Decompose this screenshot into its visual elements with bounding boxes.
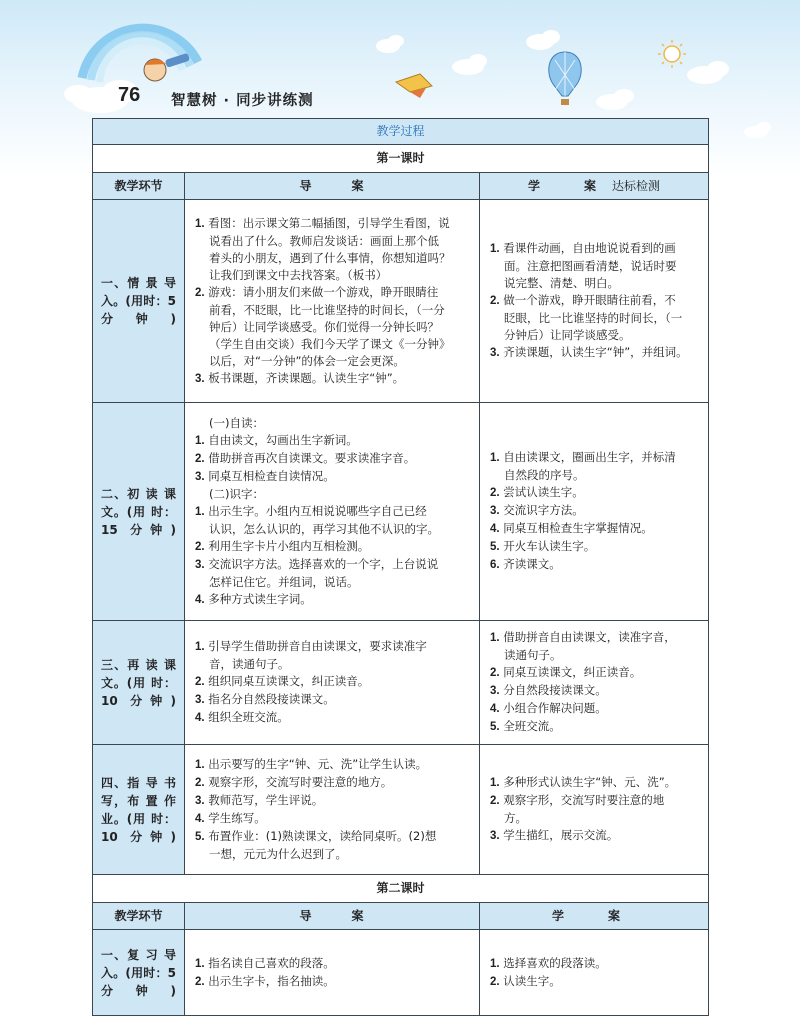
item-number: 2. — [195, 975, 205, 988]
stage-text: 10 分钟) — [101, 829, 176, 844]
item-text: 学生描红，展示交流。 — [503, 828, 619, 842]
item-number: 2. — [195, 286, 205, 299]
list-item — [195, 846, 471, 863]
item-text: 同桌互相检查生字掌握情况。 — [503, 521, 653, 535]
list-item — [490, 955, 700, 973]
list-item — [195, 556, 471, 574]
list-item — [195, 353, 471, 370]
list-item — [490, 973, 700, 991]
column-header-guide: 导 案 — [185, 903, 480, 930]
item-text: 自由读文，勾画出生字新词。 — [208, 432, 358, 447]
stage-text: 15 分钟) — [101, 522, 176, 537]
item-text: 同桌互读课文，纠正读音。 — [503, 665, 642, 679]
item-number: 1. — [195, 217, 205, 230]
item-number: 1. — [490, 777, 500, 789]
list-item — [195, 370, 471, 388]
list-item — [195, 691, 471, 709]
item-number: 2. — [490, 795, 500, 807]
stage-text: 入。(用时：5 — [101, 294, 176, 308]
item-number: 2. — [490, 487, 500, 499]
list-item — [195, 810, 471, 828]
lesson-title: 第一课时 — [93, 145, 709, 173]
list-item — [195, 336, 471, 353]
stage-text: 分钟) — [101, 312, 176, 326]
list-item — [195, 538, 471, 556]
stage-text: 文。(用 时： — [101, 675, 176, 690]
list-item — [490, 718, 700, 736]
item-text: 做一个游戏，睁开眼睛往前看，不 — [503, 293, 676, 307]
item-number: 6. — [490, 559, 500, 571]
item-text: 齐读课题，认读生字“钟”，并组词。 — [503, 345, 688, 359]
item-number: 1. — [490, 632, 500, 644]
hot-air-balloon-icon — [549, 52, 581, 105]
list-item — [490, 292, 700, 310]
column-header-stage: 教学环节 — [93, 903, 185, 930]
table-row — [93, 930, 709, 1016]
item-number: 1. — [195, 641, 205, 653]
list-item — [195, 828, 471, 846]
item-number: 1. — [195, 505, 205, 518]
stage-text: 分钟) — [101, 983, 176, 998]
item-text: 让我们到课文中去找答案。（板书） — [209, 267, 388, 282]
column-header-guide: 导 案 — [185, 173, 480, 200]
item-number: 5. — [490, 721, 500, 733]
table-row — [93, 200, 709, 403]
item-text: 方。 — [504, 811, 527, 825]
item-number: 5. — [195, 831, 205, 843]
table-row — [93, 403, 709, 621]
list-item — [195, 450, 471, 468]
item-text: 音，读通句子。 — [209, 657, 290, 671]
item-number: 3. — [195, 558, 205, 571]
item-text: 学生练写。 — [208, 811, 266, 825]
item-text: 多种形式认读生字“钟、元、洗”。 — [503, 775, 677, 789]
list-item — [490, 538, 700, 556]
list-item — [195, 774, 471, 792]
column-header-stage: 教学环节 — [93, 173, 185, 200]
item-text: 组织全班交流。 — [208, 710, 289, 724]
item-number: 2. — [195, 676, 205, 688]
list-item — [195, 503, 471, 521]
item-text: 认识，怎么认识的，再学习其他不认识的字。 — [209, 521, 439, 536]
guide-cell — [185, 745, 480, 875]
list-item — [490, 520, 700, 538]
list-item — [195, 574, 471, 591]
item-number: 3. — [195, 470, 205, 483]
column-header-study — [480, 173, 709, 200]
item-number: 1. — [195, 957, 205, 970]
item-number: 4. — [195, 813, 205, 825]
list-item — [490, 275, 700, 292]
item-text: 面。注意把图画看清楚，说话时要 — [504, 259, 677, 273]
table-row — [93, 745, 709, 875]
list-item — [195, 638, 471, 656]
item-text: 以后，对“一分钟”的体会一定会更深。 — [209, 353, 405, 368]
list-item — [195, 250, 471, 267]
list-item — [490, 327, 700, 344]
item-text: 引导学生借助拼音自由读课文，要求读准字 — [208, 639, 427, 653]
list-item — [195, 215, 471, 233]
list-item — [490, 556, 700, 574]
list-item — [490, 344, 700, 362]
list-item — [195, 756, 471, 774]
list-item — [490, 664, 700, 682]
item-text: （学生自由交谈）我们今天学了课文《一分钟》 — [209, 336, 451, 351]
column-header-study-label: 学 案 — [527, 178, 612, 193]
item-text: 指名分自然段接读课文。 — [208, 692, 335, 706]
item-number: 3. — [490, 505, 500, 517]
item-text: 说完整、清楚、明白。 — [504, 276, 619, 290]
item-text: 教师范写，学生评说。 — [208, 793, 324, 807]
item-text: 自然段的序号。 — [504, 468, 585, 482]
table-row — [93, 621, 709, 745]
sun-icon — [658, 40, 686, 68]
list-item — [195, 656, 471, 673]
list-item — [490, 647, 700, 664]
item-text: 认读生字。 — [503, 973, 561, 988]
item-number: 4. — [490, 523, 500, 535]
item-number: 1. — [490, 452, 500, 464]
item-text: 板书课题，齐读课题。认读生字“钟”。 — [208, 370, 405, 385]
list-item — [490, 682, 700, 700]
stage-cell — [93, 403, 185, 621]
stage-text: 10 分钟) — [101, 693, 176, 708]
item-number: 3. — [490, 830, 500, 842]
item-number: 1. — [490, 243, 500, 255]
list-item — [195, 302, 471, 319]
item-text: 怎样记住它。并组词，说话。 — [209, 574, 359, 589]
item-number: 3. — [195, 694, 205, 706]
stage-text: 业。(用 时： — [101, 811, 176, 826]
item-text: 观察字形，交流写时要注意的地方。 — [208, 775, 393, 789]
item-number: 3. — [490, 347, 500, 359]
list-item — [490, 449, 700, 467]
stage-text: 文。(用 时： — [101, 504, 176, 519]
item-text: 小组合作解决问题。 — [503, 701, 607, 715]
item-text: 前看，不眨眼，比一比谁坚持的时间长，（一分 — [209, 302, 445, 317]
list-item — [195, 432, 471, 450]
item-text: 看课件动画，自由地说说看到的画 — [503, 241, 676, 255]
item-text: 组织同桌互读课文，纠正读音。 — [208, 674, 370, 688]
list-item — [195, 955, 471, 973]
item-number: 3. — [490, 685, 500, 697]
item-number: 5. — [490, 541, 500, 553]
list-item — [195, 486, 471, 503]
column-header-study-label: 学 案 — [552, 908, 637, 923]
item-number: 2. — [195, 540, 205, 553]
column-header-study-sub: 达标检测 — [612, 178, 661, 193]
guide-cell — [185, 930, 480, 1016]
item-text: (一)自读： — [209, 415, 264, 430]
list-item — [490, 484, 700, 502]
item-number: 2. — [195, 777, 205, 789]
item-text: 全班交流。 — [503, 719, 561, 733]
list-item — [195, 415, 471, 432]
stage-text: 入。(用时：5 — [101, 965, 176, 980]
item-text: 借助拼音自由读课文，读准字音， — [503, 630, 676, 644]
stage-cell — [93, 745, 185, 875]
item-text: 眨眼，比一比谁坚持的时间长，（一 — [504, 311, 683, 325]
item-text: 开火车认读生字。 — [503, 539, 596, 553]
lesson-title: 第二课时 — [93, 875, 709, 903]
item-text: 分自然段接读课文。 — [503, 683, 607, 697]
list-item — [195, 284, 471, 302]
item-text: 游戏：请小朋友们来做一个游戏，睁开眼睛往 — [208, 284, 439, 299]
item-text: 看图：出示课文第二幅插图，引导学生看图，说 — [208, 215, 450, 230]
item-text: 自由读课文，圈画出生字，并标清 — [503, 450, 676, 464]
list-item — [195, 709, 471, 727]
list-item — [490, 240, 700, 258]
list-item — [490, 827, 700, 845]
study-cell — [480, 200, 709, 403]
guide-cell — [185, 621, 480, 745]
book-title: 智慧树 · 同步讲练测 — [171, 93, 314, 109]
list-item — [490, 502, 700, 520]
list-item — [195, 591, 471, 609]
item-text: 分钟后）让同学谈感受。 — [504, 328, 631, 342]
item-text: 布置作业：(1)熟读课文，读给同桌听。(2)想 — [208, 829, 437, 843]
list-item — [195, 973, 471, 991]
stage-text: 一、复 习 导 — [101, 947, 176, 962]
study-cell — [480, 403, 709, 621]
item-number: 1. — [195, 759, 205, 771]
list-item — [195, 468, 471, 486]
item-number: 2. — [490, 667, 500, 679]
item-text: 利用生字卡片小组内互相检测。 — [208, 538, 370, 553]
study-cell — [480, 621, 709, 745]
item-number: 1. — [195, 434, 205, 447]
item-text: 多种方式读生字词。 — [208, 591, 312, 606]
list-item — [490, 700, 700, 718]
item-text: 交流识字方法。 — [503, 503, 584, 517]
stage-text: 二、初 读 课 — [101, 486, 176, 501]
list-item — [490, 629, 700, 647]
item-text: 选择喜欢的段落读。 — [503, 955, 607, 970]
kite-icon — [396, 74, 432, 98]
list-item — [195, 792, 471, 810]
item-number: 2. — [490, 295, 500, 307]
guide-cell — [185, 200, 480, 403]
list-item — [195, 521, 471, 538]
list-item — [490, 467, 700, 484]
list-item — [490, 774, 700, 792]
list-item — [195, 673, 471, 691]
stage-text: 一、情 景 导 — [101, 276, 176, 290]
stage-text: 四、指 导 书 — [101, 775, 176, 790]
item-number: 4. — [195, 712, 205, 724]
list-item — [195, 233, 471, 250]
list-item — [490, 258, 700, 275]
item-number: 3. — [195, 372, 205, 385]
item-number: 1. — [490, 957, 500, 970]
item-text: 指名读自己喜欢的段落。 — [208, 955, 335, 970]
stage-cell — [93, 200, 185, 403]
item-text: 齐读课文。 — [503, 557, 561, 571]
list-item — [490, 310, 700, 327]
item-text: 一想，元元为什么迟到了。 — [209, 847, 347, 861]
item-text: 借助拼音再次自读课文。要求读准字音。 — [208, 450, 416, 465]
item-text: 同桌互相检查自读情况。 — [208, 468, 335, 483]
section-title: 教学过程 — [93, 119, 709, 145]
item-text: 出示要写的生字“钟、元、洗”让学生认读。 — [208, 757, 428, 771]
list-item — [490, 792, 700, 810]
guide-cell — [185, 403, 480, 621]
item-number: 3. — [195, 795, 205, 807]
item-text: 读通句子。 — [504, 648, 562, 662]
item-text: (二)识字： — [209, 486, 264, 501]
stage-cell — [93, 621, 185, 745]
item-text: 出示生字卡，指名抽读。 — [208, 973, 335, 988]
list-item — [195, 267, 471, 284]
column-header-study — [480, 903, 709, 930]
item-number: 4. — [490, 703, 500, 715]
item-text: 钟后）让同学谈感受。你们觉得一分钟长吗？ — [209, 319, 439, 334]
list-item — [195, 319, 471, 336]
item-number: 2. — [490, 975, 500, 988]
item-text: 说看出了什么。教师启发谈话：画面上那个低 — [209, 233, 439, 248]
item-text: 观察字形，交流写时要注意的地 — [503, 793, 665, 807]
list-item — [490, 810, 700, 827]
page-number: 76 — [118, 84, 141, 106]
stage-text: 三、再 读 课 — [101, 657, 176, 672]
item-text: 尝试认读生字。 — [503, 485, 584, 499]
item-number: 2. — [195, 452, 205, 465]
study-cell — [480, 930, 709, 1016]
lesson-plan-table — [92, 118, 709, 1016]
stage-text: 写，布 置 作 — [101, 793, 176, 808]
item-text: 交流识字方法。选择喜欢的一个字，上台说说 — [208, 556, 439, 571]
stage-cell — [93, 930, 185, 1016]
item-text: 着头的小朋友，遇到了什么事情，你想知道吗？ — [209, 250, 451, 265]
item-number: 4. — [195, 593, 205, 606]
item-text: 出示生字。小组内互相说说哪些字自己已经 — [208, 503, 427, 518]
study-cell — [480, 745, 709, 875]
